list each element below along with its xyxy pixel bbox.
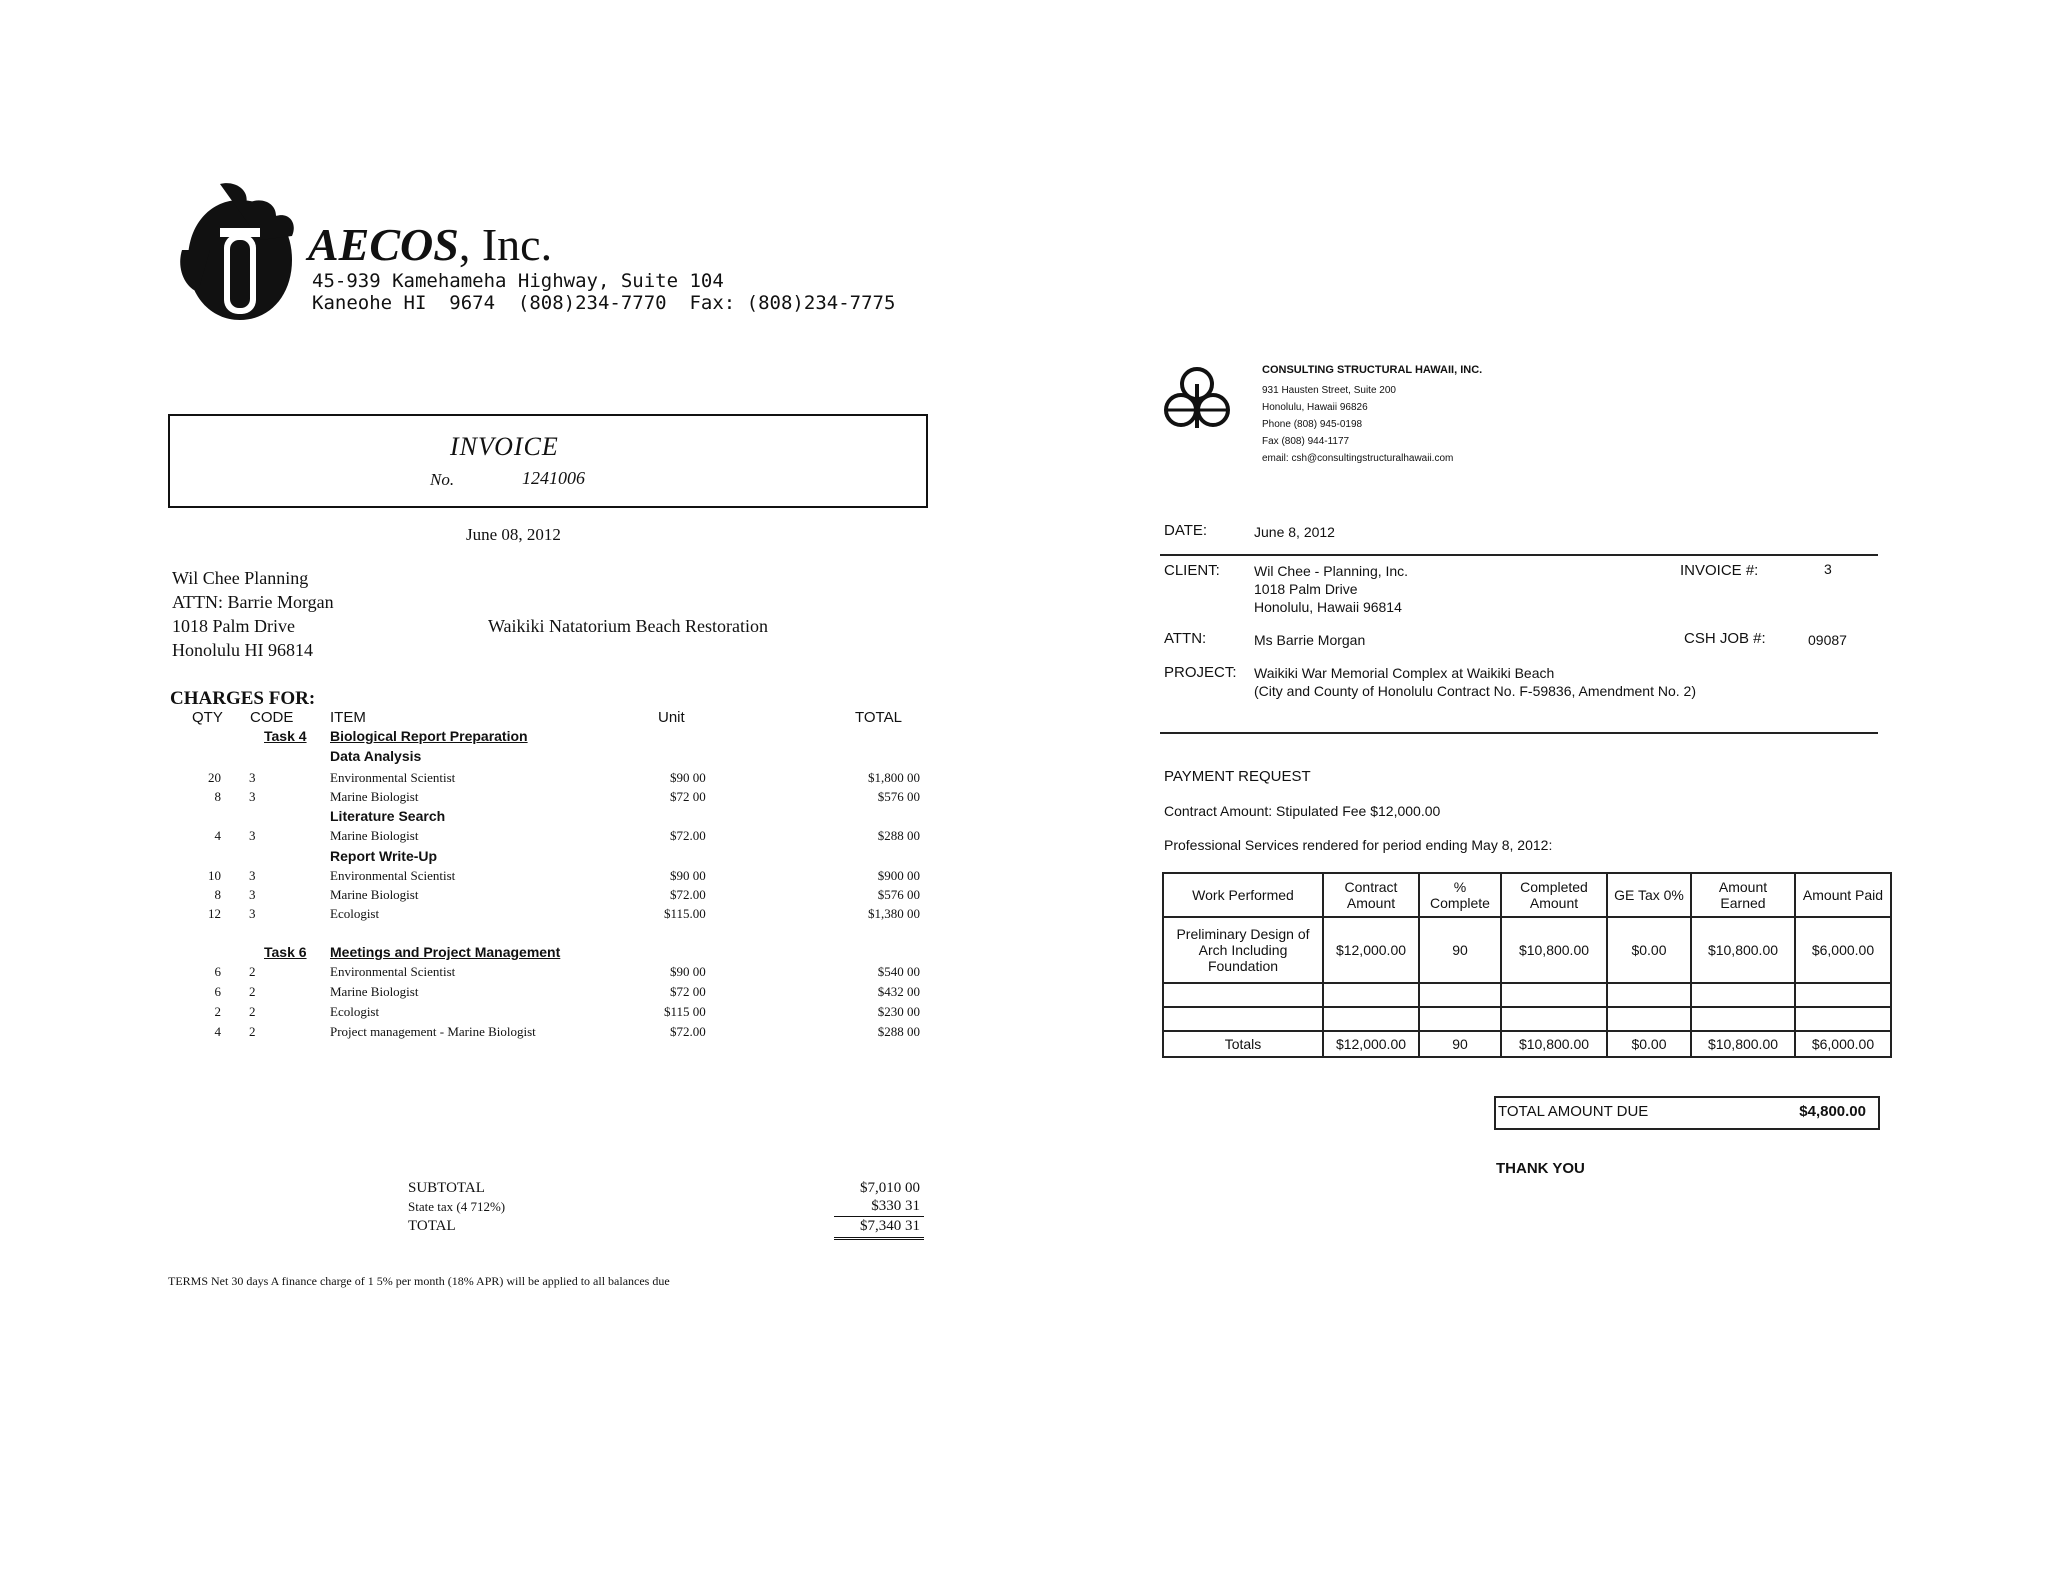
line-unit: $115 00: [664, 1004, 706, 1019]
table-cell: Totals: [1163, 1031, 1323, 1057]
line-code: 2: [249, 964, 256, 979]
table-cell: [1795, 983, 1891, 1007]
client-line: Honolulu, Hawaii 96814: [1254, 599, 1402, 615]
task6-label: Task 6: [264, 944, 307, 960]
table-cell: $12,000.00: [1323, 1031, 1419, 1057]
line-qty: 20: [208, 770, 221, 785]
line-qty: 10: [208, 868, 221, 883]
line-unit: $90 00: [670, 770, 706, 785]
charges-heading: CHARGES FOR:: [170, 688, 316, 709]
client-line: 1018 Palm Drive: [1254, 581, 1358, 597]
total-double-underline: [834, 1237, 924, 1242]
column-code: CODE: [250, 709, 294, 726]
table-cell: $10,800.00: [1501, 1031, 1607, 1057]
csh-company-address: [1262, 382, 1453, 467]
invoice-number-label: No.: [430, 470, 455, 489]
line-qty: 2: [214, 1004, 221, 1019]
table-empty-row: [1163, 983, 1891, 1007]
csh-address-line: Phone (808) 945-0198: [1262, 419, 1363, 430]
line-item: Environmental Scientist: [330, 964, 456, 979]
line-unit: $115.00: [664, 906, 706, 921]
project-block: [1254, 664, 1696, 700]
date-value: June 8, 2012: [1254, 524, 1335, 540]
table-cell: [1607, 983, 1691, 1007]
tax-label: State tax (4 712%): [408, 1199, 506, 1214]
job-number-label: CSH JOB #:: [1684, 630, 1766, 647]
table-cell: $10,800.00: [1691, 1031, 1795, 1057]
task4-title: Biological Report Preparation: [330, 728, 528, 744]
table-header: GE Tax 0%: [1607, 873, 1691, 917]
table-cell: $10,800.00: [1501, 917, 1607, 983]
client-block: [172, 566, 334, 662]
table-totals-row: [1163, 1031, 1891, 1057]
table-header: Amount Earned: [1691, 873, 1795, 917]
line-qty: 6: [214, 964, 221, 979]
line-item: Marine Biologist: [330, 984, 419, 999]
project-name: Waikiki Natatorium Beach Restoration: [488, 616, 768, 636]
subtotal-label: SUBTOTAL: [408, 1180, 485, 1196]
company-name-suffix: , Inc.: [458, 219, 553, 270]
client-line: Honolulu HI 96814: [172, 640, 313, 660]
line-qty: 8: [214, 789, 221, 804]
line-item: Marine Biologist: [330, 828, 419, 843]
divider-top: [1160, 554, 1878, 556]
csh-company-name: CONSULTING STRUCTURAL HAWAII, INC.: [1262, 364, 1483, 376]
table-cell: $10,800.00: [1691, 917, 1795, 983]
csh-logo: [1162, 366, 1232, 432]
subheading-data-analysis: Data Analysis: [330, 748, 422, 764]
company-name: [308, 218, 552, 271]
line-item: Environmental Scientist: [330, 770, 456, 785]
company-name-italic: AECOS: [308, 219, 459, 270]
subtotal-value: $7,010 00: [860, 1180, 920, 1196]
task4-label: Task 4: [264, 728, 307, 744]
line-code: 3: [249, 789, 256, 804]
subheading-report-write-up: Report Write-Up: [330, 848, 438, 864]
payment-terms: TERMS Net 30 days A finance charge of 1 5% per month (18% APR) will be applied to all balances due: [168, 1274, 670, 1288]
line-total: $432 00: [877, 984, 920, 999]
invoice-title: INVOICE: [450, 432, 559, 461]
client-label: CLIENT:: [1164, 562, 1220, 579]
line-total: $1,380 00: [868, 906, 920, 921]
line-item: Project management - Marine Biologist: [330, 1024, 536, 1039]
divider-bottom: [1160, 732, 1878, 734]
table-header: Contract Amount: [1323, 873, 1419, 917]
column-qty: QTY: [192, 709, 223, 726]
address-line-2: Kaneohe HI 9674 (808)234-7770 Fax: (808)234-7775: [312, 292, 896, 314]
line-code: 3: [249, 906, 256, 921]
attn-value: Ms Barrie Morgan: [1254, 632, 1366, 648]
table-cell: [1795, 1007, 1891, 1031]
invoice-number-label: INVOICE #:: [1680, 562, 1759, 579]
invoice-date: June 08, 2012: [466, 525, 561, 544]
tax-value: $330 31: [871, 1198, 920, 1214]
table-cell: [1323, 1007, 1419, 1031]
line-total: $288 00: [877, 1024, 920, 1039]
client-line: 1018 Palm Drive: [172, 616, 295, 636]
attn-label: ATTN:: [1164, 630, 1207, 647]
table-cell: 90: [1419, 1031, 1501, 1057]
table-cell: $0.00: [1607, 917, 1691, 983]
csh-email: email: csh@consultingstructuralhawaii.com: [1262, 453, 1454, 464]
line-total: $540 00: [877, 964, 920, 979]
line-code: 2: [249, 1004, 256, 1019]
line-qty: 4: [214, 828, 221, 843]
column-total: TOTAL: [855, 709, 902, 726]
line-code: 3: [249, 868, 256, 883]
line-item: Marine Biologist: [330, 887, 419, 902]
line-qty: 6: [214, 984, 221, 999]
table-cell: [1607, 1007, 1691, 1031]
line-code: 2: [249, 984, 256, 999]
company-address: [312, 270, 895, 314]
services-period: Professional Services rendered for period ending May 8, 2012:: [1164, 837, 1553, 853]
table-cell: $6,000.00: [1795, 917, 1891, 983]
line-total: $576 00: [877, 887, 920, 902]
client-line: Wil Chee - Planning, Inc.: [1254, 563, 1409, 579]
line-unit: $72 00: [670, 984, 706, 999]
payment-table: [1162, 872, 1892, 1058]
csh-address-line: Fax (808) 944-1177: [1262, 436, 1350, 447]
invoice-number: 1241006: [522, 468, 585, 488]
table-cell: [1419, 1007, 1501, 1031]
line-code: 3: [249, 770, 256, 785]
table-cell: [1691, 1007, 1795, 1031]
line-code: 3: [249, 887, 256, 902]
line-unit: $72.00: [670, 887, 706, 902]
line-unit: $72 00: [670, 789, 706, 804]
line-total: $900 00: [877, 868, 920, 883]
table-header: Completed Amount: [1501, 873, 1607, 917]
column-unit: Unit: [658, 709, 685, 726]
table-cell: [1691, 983, 1795, 1007]
invoice-number-value: 3: [1824, 561, 1832, 577]
table-cell: 90: [1419, 917, 1501, 983]
subheading-literature-search: Literature Search: [330, 808, 446, 824]
total-value: $7,340 31: [860, 1218, 920, 1234]
table-cell: [1163, 1007, 1323, 1031]
line-total: $576 00: [877, 789, 920, 804]
line-item: Environmental Scientist: [330, 868, 456, 883]
client-line: Wil Chee Planning: [172, 568, 309, 588]
table-cell: [1323, 983, 1419, 1007]
line-unit: $90 00: [670, 964, 706, 979]
task6-title: Meetings and Project Management: [330, 944, 561, 960]
line-code: 2: [249, 1024, 256, 1039]
line-unit: $90 00: [670, 868, 706, 883]
line-total: $288 00: [877, 828, 920, 843]
line-unit: $72.00: [670, 1024, 706, 1039]
table-cell: $12,000.00: [1323, 917, 1419, 983]
table-cell: [1163, 983, 1323, 1007]
table-empty-row: [1163, 1007, 1891, 1031]
line-qty: 12: [208, 906, 221, 921]
total-amount-due-box: [1494, 1096, 1880, 1130]
table-header: % Complete: [1419, 873, 1501, 917]
table-header: Work Performed: [1163, 873, 1323, 917]
table-cell: [1419, 983, 1501, 1007]
line-item: Marine Biologist: [330, 789, 419, 804]
payment-request-heading: PAYMENT REQUEST: [1164, 768, 1311, 785]
project-line: (City and County of Honolulu Contract No. F-59836, Amendment No. 2): [1254, 683, 1696, 699]
total-amount-due-value: $4,800.00: [1799, 1103, 1866, 1120]
table-header-row: [1163, 873, 1891, 917]
date-label: DATE:: [1164, 522, 1208, 539]
table-cell: [1501, 983, 1607, 1007]
aecos-logo: [180, 180, 300, 326]
line-unit: $72.00: [670, 828, 706, 843]
line-total: $1,800 00: [868, 770, 920, 785]
address-line-1: 45-939 Kamehameha Highway, Suite 104: [312, 270, 724, 292]
total-amount-due-label: TOTAL AMOUNT DUE: [1498, 1103, 1649, 1120]
project-line: Waikiki War Memorial Complex at Waikiki Beach: [1254, 665, 1555, 681]
table-cell: $0.00: [1607, 1031, 1691, 1057]
client-block: [1254, 562, 1408, 616]
csh-address-line: Honolulu, Hawaii 96826: [1262, 402, 1368, 413]
client-line: ATTN: Barrie Morgan: [172, 592, 334, 612]
csh-address-line: 931 Hausten Street, Suite 200: [1262, 385, 1396, 396]
line-code: 3: [249, 828, 256, 843]
project-label: PROJECT:: [1164, 664, 1237, 681]
table-cell: $6,000.00: [1795, 1031, 1891, 1057]
column-item: ITEM: [330, 709, 366, 726]
job-number-value: 09087: [1808, 632, 1847, 648]
line-item: Ecologist: [330, 906, 380, 921]
table-header: Amount Paid: [1795, 873, 1891, 917]
table-row: [1163, 917, 1891, 983]
total-label: TOTAL: [408, 1218, 456, 1234]
line-qty: 4: [214, 1024, 221, 1039]
line-item: Ecologist: [330, 1004, 380, 1019]
table-cell: [1501, 1007, 1607, 1031]
tax-underline: [834, 1216, 924, 1217]
table-cell: Preliminary Design of Arch Including Foundation: [1163, 917, 1323, 983]
line-qty: 8: [214, 887, 221, 902]
line-total: $230 00: [877, 1004, 920, 1019]
contract-amount: Contract Amount: Stipulated Fee $12,000.00: [1164, 803, 1441, 819]
thank-you-note: THANK YOU: [1496, 1160, 1585, 1177]
